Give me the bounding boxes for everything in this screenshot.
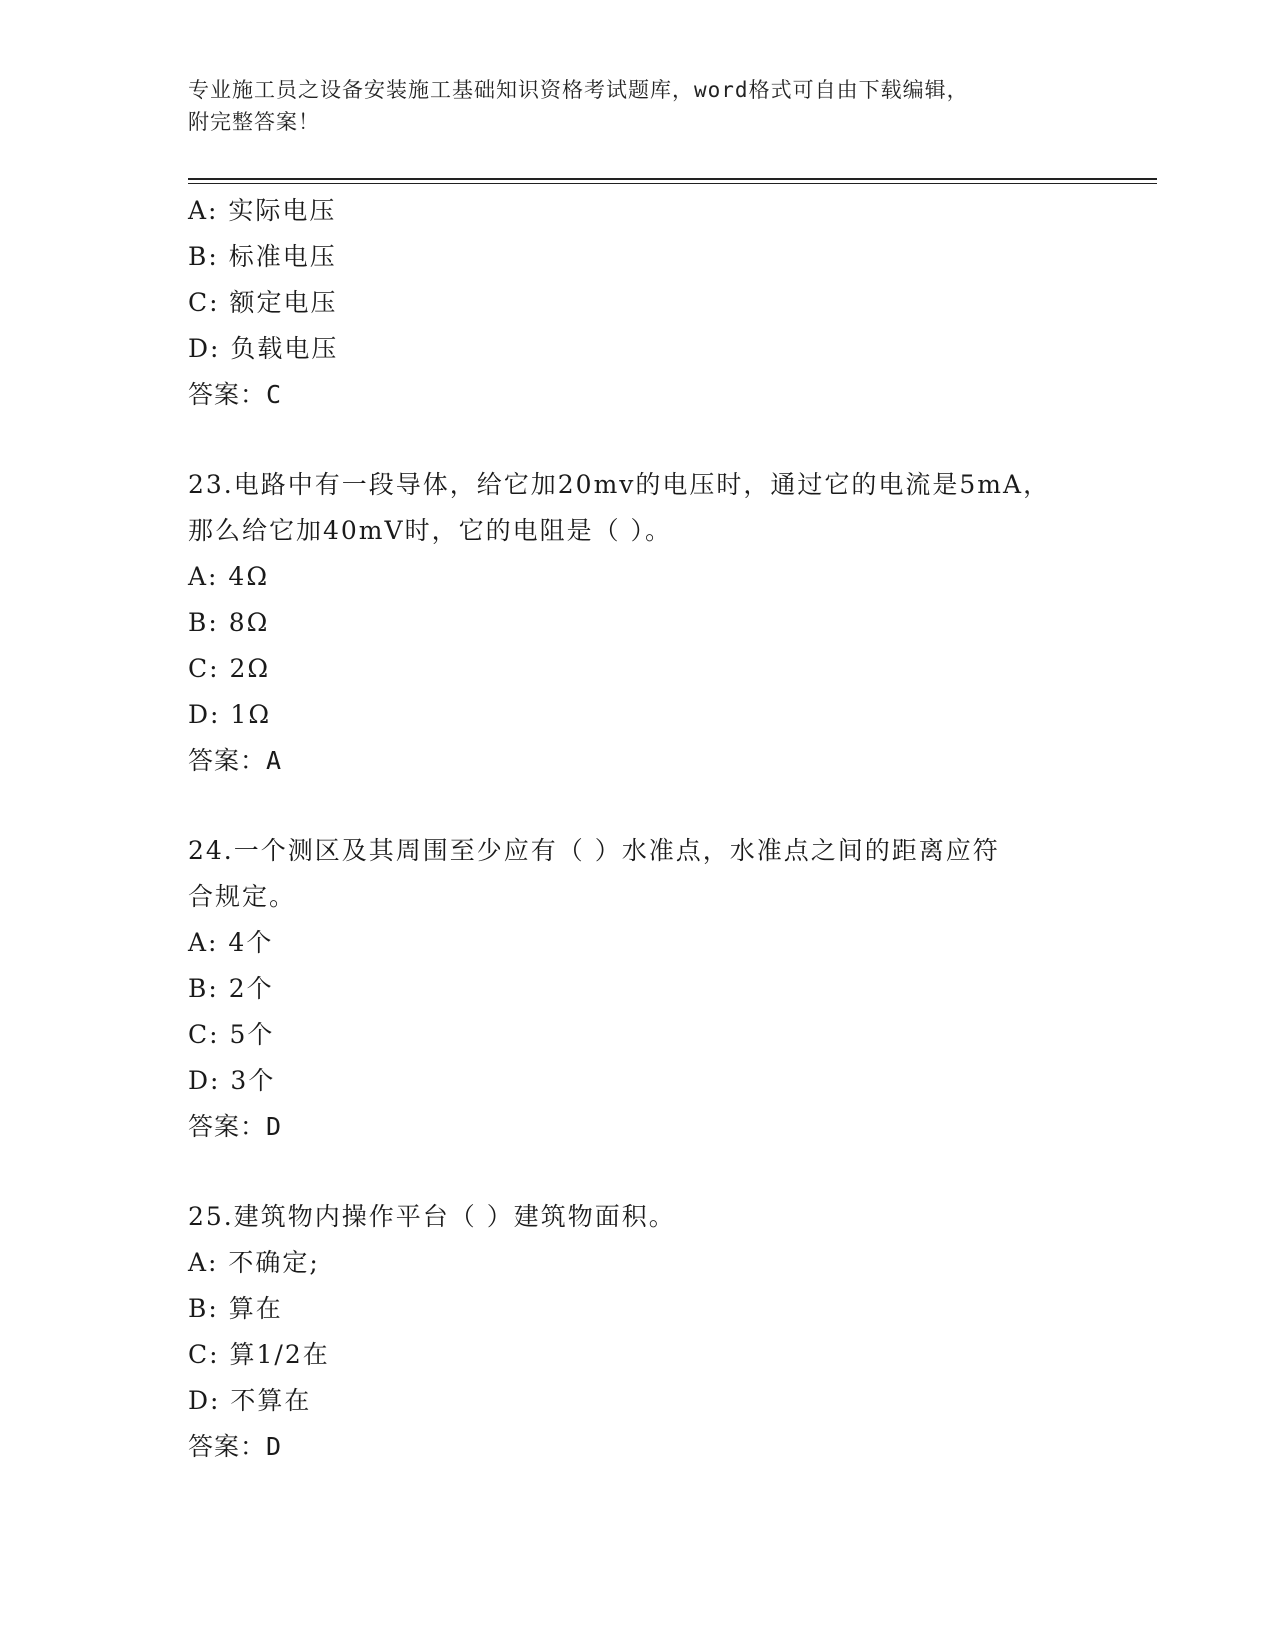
option-a: A: 实际电压 — [188, 196, 337, 225]
question-stem-line-1: 25.建筑物内操作平台（ ）建筑物面积。 — [188, 1202, 676, 1231]
question-22-continued — [188, 188, 1078, 418]
option-b: B: 8Ω — [188, 608, 270, 637]
option-c: C: 2Ω — [188, 654, 271, 683]
option-c: C: 额定电压 — [188, 288, 338, 317]
option-d: D: 1Ω — [188, 700, 272, 729]
document-header — [188, 74, 1088, 138]
option-a: A: 4个 — [188, 928, 274, 957]
question-stem-line-1: 24.一个测区及其周围至少应有（ ）水准点，水准点之间的距离应符 — [188, 836, 1000, 865]
question-stem-line-2: 那么给它加40mV时，它的电阻是（ ）。 — [188, 516, 673, 545]
option-b: B: 2个 — [188, 974, 274, 1003]
option-d: D: 不算在 — [188, 1386, 312, 1415]
header-line-1: 专业施工员之设备安装施工基础知识资格考试题库，word格式可自由下载编辑， — [188, 78, 969, 102]
option-a: A: 4Ω — [188, 562, 270, 591]
option-d: D: 负载电压 — [188, 334, 339, 363]
option-b: B: 标准电压 — [188, 242, 337, 271]
question-list — [188, 188, 1078, 1470]
answer-line: 答案：D — [188, 1432, 283, 1461]
option-d: D: 3个 — [188, 1066, 276, 1095]
option-a: A: 不确定; — [188, 1248, 320, 1277]
option-c: C: 算1/2在 — [188, 1340, 330, 1369]
question-24 — [188, 828, 1078, 1150]
option-b: B: 算在 — [188, 1294, 283, 1323]
question-stem-line-1: 23.电路中有一段导体，给它加20mv的电压时，通过它的电流是5mA， — [188, 470, 1051, 499]
question-25 — [188, 1194, 1078, 1470]
header-divider-thin — [188, 183, 1157, 184]
header-divider-thick — [188, 178, 1157, 180]
answer-line: 答案：A — [188, 746, 283, 775]
question-23 — [188, 462, 1078, 784]
header-line-2: 附完整答案！ — [188, 110, 320, 134]
option-c: C: 5个 — [188, 1020, 275, 1049]
answer-line: 答案：C — [188, 380, 283, 409]
question-stem-line-2: 合规定。 — [188, 882, 297, 911]
answer-line: 答案：D — [188, 1112, 283, 1141]
